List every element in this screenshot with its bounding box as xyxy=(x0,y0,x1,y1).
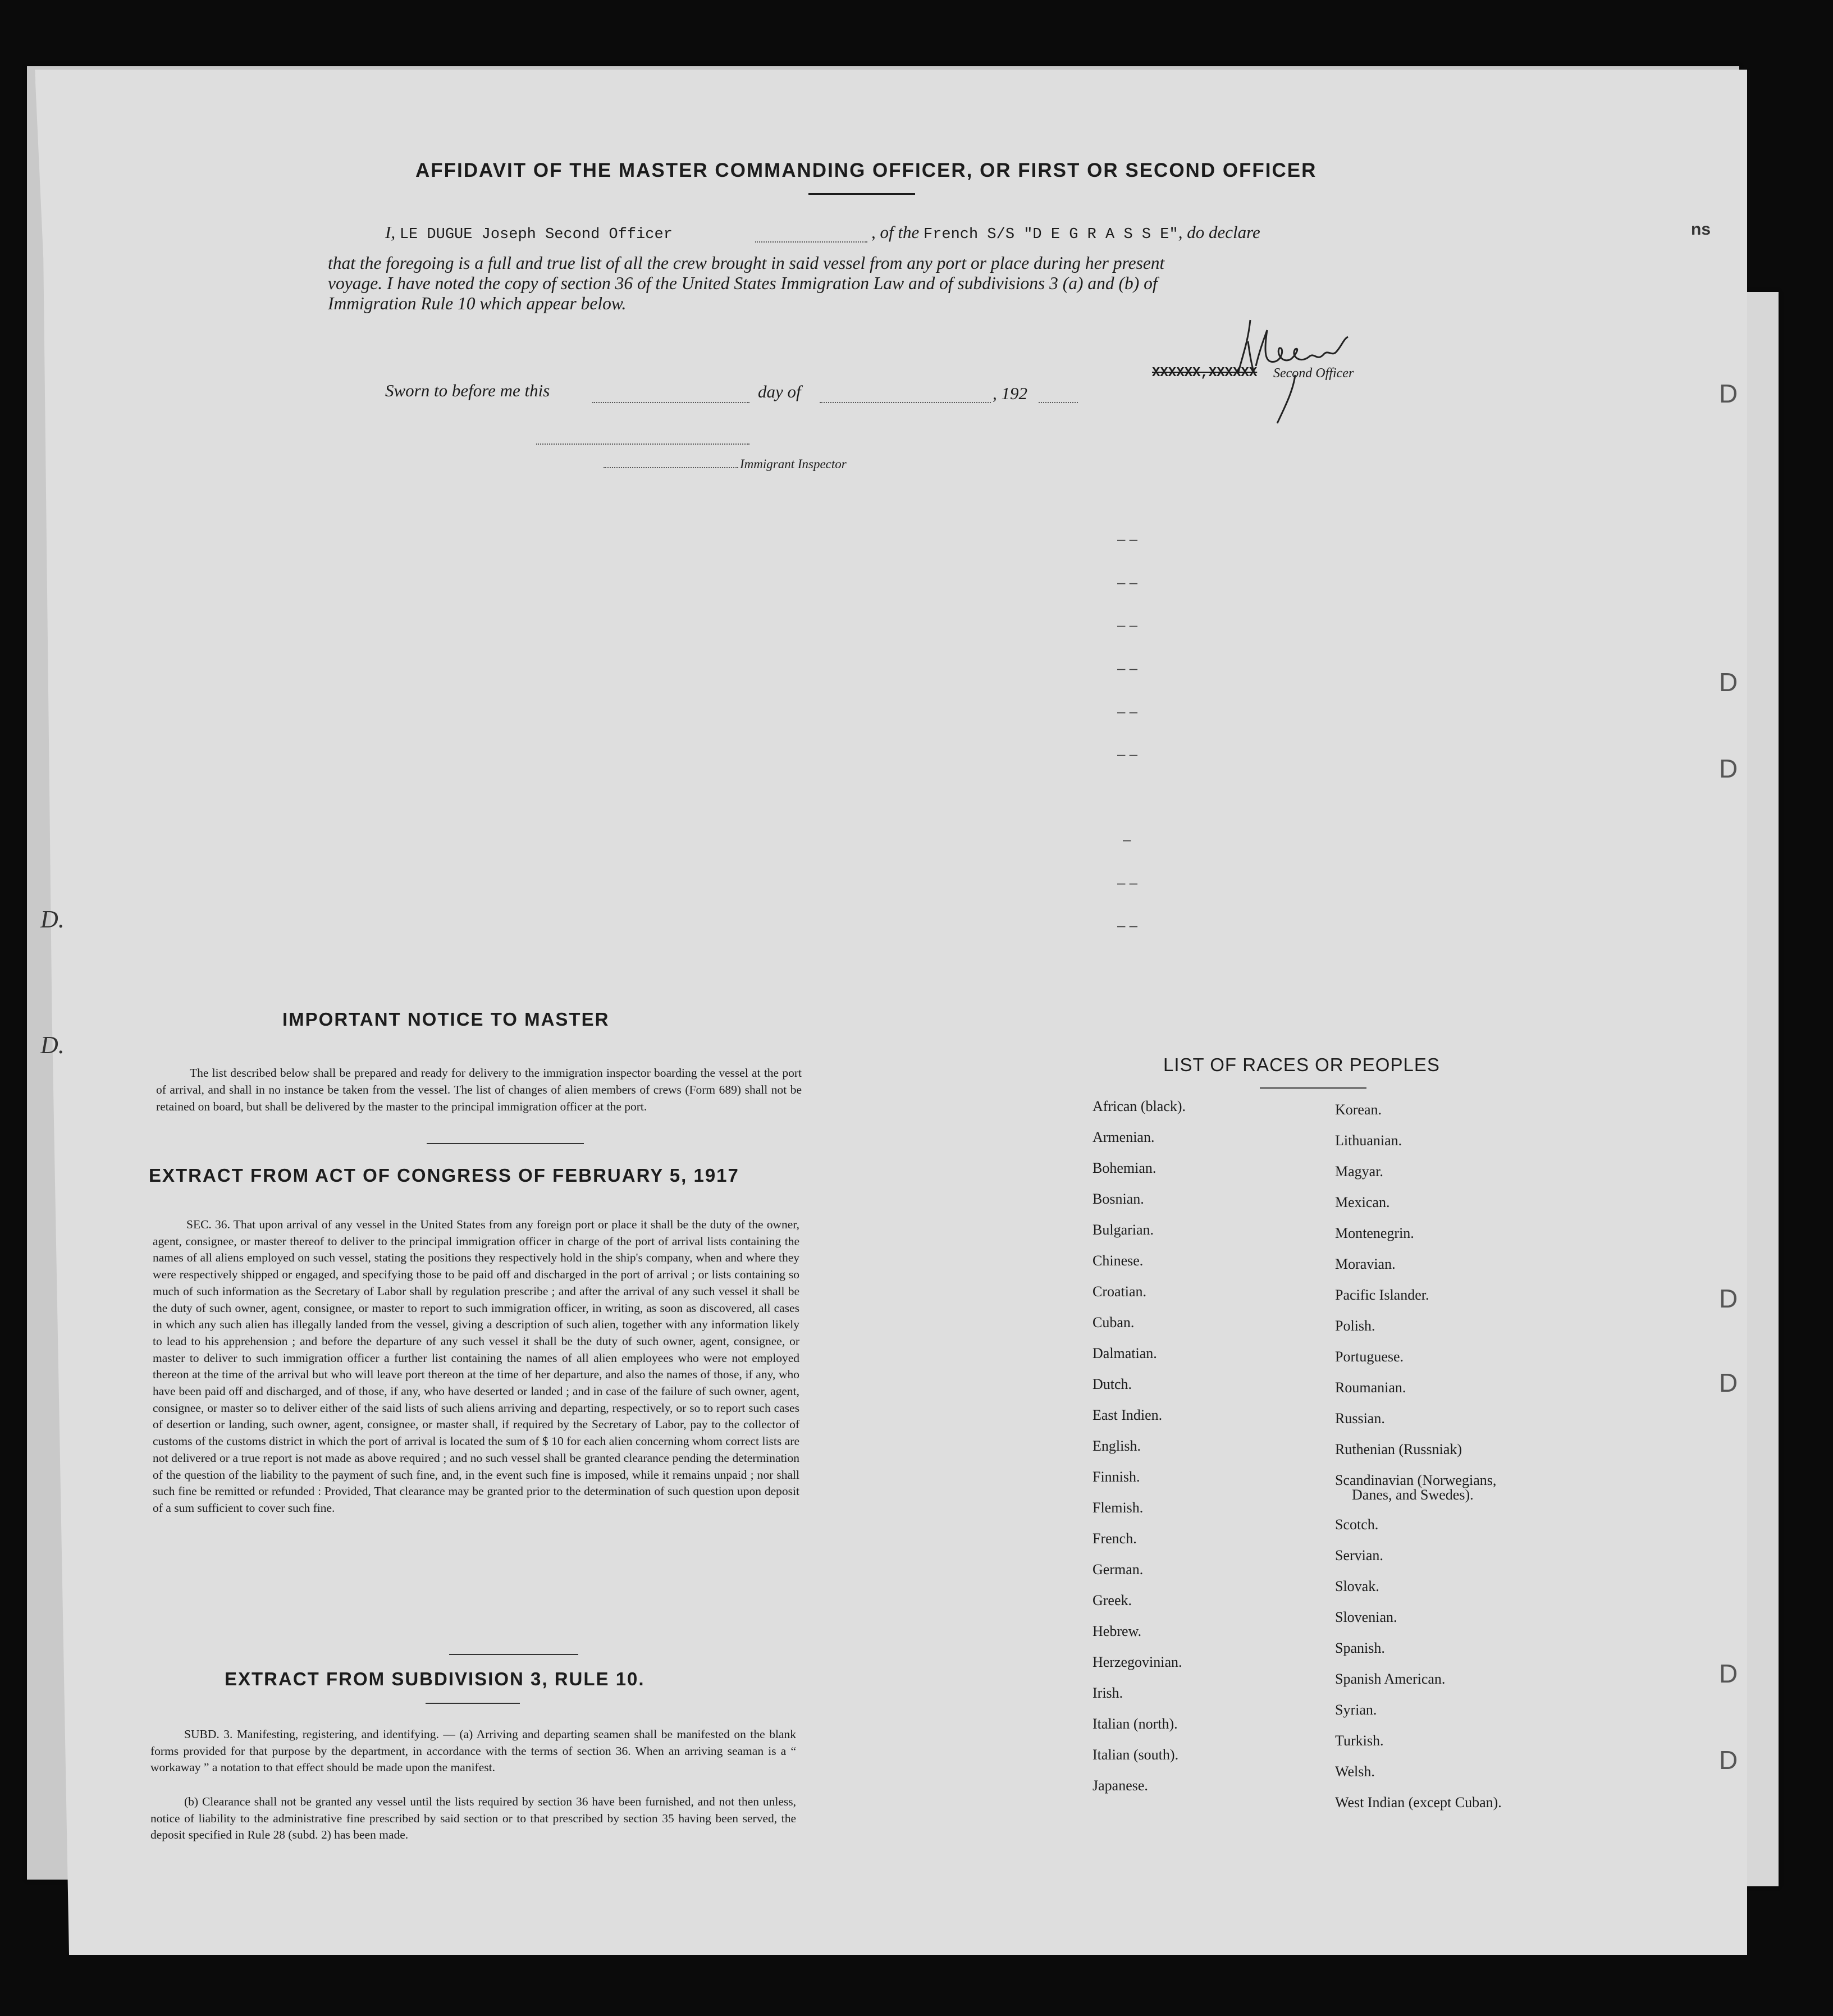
declaration-line-4: Immigration Rule 10 which appear below. xyxy=(328,294,627,313)
inspector-line xyxy=(604,467,738,468)
officer-title: Second Officer xyxy=(1273,366,1354,381)
year-text: , 192 xyxy=(993,383,1027,403)
declaration-line-3: voyage. I have noted the copy of section 36 of the United States Immigration Law and of subdivisions 3 (a) and (b) of xyxy=(328,273,1158,293)
race-item: Slovenian. xyxy=(1335,1609,1397,1625)
notice-title: IMPORTANT NOTICE TO MASTER xyxy=(282,1009,610,1030)
notice-body: The list described below shall be prepared and ready for delivery to the immigration inspector boarding the vessel at the port of arrival, and shall in no instance be taken from the vessel. The list of changes of alien members of crews (Form 689) shall not be retained on board, but shall be delivered by the master to the principal immigration officer at the port. xyxy=(156,1066,802,1113)
ditto-dash: – – xyxy=(1117,574,1138,591)
race-item: Italian (south). xyxy=(1093,1747,1179,1763)
notice-rule xyxy=(427,1143,584,1144)
race-item: Greek. xyxy=(1093,1592,1132,1608)
race-item: Pacific Islander. xyxy=(1335,1287,1429,1303)
races-title-rule xyxy=(1260,1087,1366,1089)
race-item: Finnish. xyxy=(1093,1469,1140,1485)
act-extract-title: EXTRACT FROM ACT OF CONGRESS OF FEBRUARY 5, 1917 xyxy=(149,1165,739,1186)
act-extract-body: SEC. 36. That upon arrival of any vessel in the United States from any foreign port or place it shall be the duty of the owner, agent, consignee, or master thereof to deliver to the principal immigration officer in charge of the port of arrival lists containing the names of all aliens employed on such vessel, stating the positions they respectively hold in the ship's company, when and where they were respectively shipped or engaged, and specifying those to be paid off and discharged in the port of arrival ; or lists containing so much of such information as the Secretary of Labor shall by regulation prescribe ; and after the arrival of any such vessel it shall be the duty of such owner, agent, consignee, or master to report to such immigration officer, in writing, as soon as discovered, all cases in which any such alien has illegally landed from the vessel, giving a description of such alien, together with any information likely to lead to his apprehension ; and before the departure of any such vessel it shall be the duty of such owner, agent, consignee, or master to deliver to such immigration officer a further list containing the names of all alien employees who were not employed thereon at the time of the arrival but who will leave port thereon at the time of her departure, and also the names of those, if any, who have been paid off and discharged, and of those, if any, who have deserted or landed ; and in case of the failure of such owner, agent, consignee, or master so to deliver either of the said lists of such aliens arriving and departing, respectively, or so to report such cases of desertion or landing, such owner, agent, consignee, or master shall, if required by the Secretary of Labor, pay to the collector of customs of the customs district in which the port of arrival is located the sum of $ 10 for each alien concerning whom correct lists are not delivered or a true report is not made as above required ; and no such vessel shall be granted clearance pending the determination of the question of the liability to the payment of such fine, and, in the event such fine is imposed, while it remains unpaid ; nor shall such fine be remitted or refunded : Provided, That clearance may be granted prior to the determination of such question upon deposit of a sum sufficient to cover such fine. xyxy=(153,1218,799,1515)
race-item: Mexican. xyxy=(1335,1194,1390,1210)
race-item: Slovak. xyxy=(1335,1578,1379,1594)
ditto-dash: – – xyxy=(1117,616,1138,633)
race-item: East Indien. xyxy=(1093,1407,1163,1423)
ditto-dash: – – xyxy=(1117,746,1138,762)
race-item: Armenian. xyxy=(1093,1129,1155,1145)
struck-title: XXXXXX,XXXXXX xyxy=(1152,365,1258,381)
race-item: Servian. xyxy=(1335,1547,1383,1564)
ditto-dash: – – xyxy=(1117,917,1138,934)
race-item: Scandinavian (Norwegians, xyxy=(1335,1472,1497,1488)
race-item: Moravian. xyxy=(1335,1256,1396,1272)
race-item: Irish. xyxy=(1093,1685,1123,1701)
sworn-month-line xyxy=(820,402,991,403)
race-item: Scotch. xyxy=(1335,1516,1379,1533)
rule-para-a: SUBD. 3. Manifesting, registering, and identifying. — (a) Arriving and departing seamen shall be manifested on the blank forms provided for that purpose by the department, in accordance with the terms of section 36. When an arriving seaman is a “ workaway ” a notation to that effect should be made upon the manifest. xyxy=(150,1727,796,1775)
race-item: Croatian. xyxy=(1093,1283,1147,1300)
race-item: African (black). xyxy=(1093,1098,1186,1114)
race-item: Lithuanian. xyxy=(1335,1132,1402,1149)
race-item: Japanese. xyxy=(1093,1777,1148,1794)
ditto-dash: – xyxy=(1123,831,1131,848)
of-the-text: , of the xyxy=(871,222,920,242)
sworn-year-line xyxy=(1039,402,1078,403)
declaration-line-2: that the foregoing is a full and true list of all the crew brought in said vessel from any port or place during her present xyxy=(328,253,1165,273)
race-item: Italian (north). xyxy=(1093,1716,1178,1732)
rule-para-b: (b) Clearance shall not be granted any vessel until the lists required by section 36 have been furnished, and not then unless, notice of liability to the administrative fine prescribed by said section or to that prescribed by section 35 having been served, the deposit specified in Rule 28 (subd. 2) has been made. xyxy=(150,1795,796,1842)
declaration-line-1b xyxy=(871,222,1260,243)
index-tab: D xyxy=(1719,754,1738,783)
affidavit-title: AFFIDAVIT OF THE MASTER COMMANDING OFFICER, OR FIRST OR SECOND OFFICER xyxy=(415,159,1317,181)
blank-line xyxy=(755,241,867,243)
race-item: Portuguese. xyxy=(1335,1348,1404,1365)
index-tab: D xyxy=(1719,1284,1738,1313)
edge-fragment-text: ns xyxy=(1691,220,1711,239)
index-tab: D xyxy=(1719,1659,1738,1688)
declarant-prefix: I, xyxy=(385,222,396,242)
race-item: Bosnian. xyxy=(1093,1191,1144,1207)
inspector-line-upper xyxy=(536,444,749,445)
race-item: English. xyxy=(1093,1438,1141,1454)
index-tab: D xyxy=(1719,668,1738,697)
act-rule xyxy=(449,1654,578,1655)
race-item: Ruthenian (Russniak) xyxy=(1335,1441,1462,1457)
race-item: Bulgarian. xyxy=(1093,1222,1154,1238)
sworn-text: Sworn to before me this xyxy=(385,381,550,400)
index-tab: D xyxy=(1719,1745,1738,1775)
index-tab: D xyxy=(1719,379,1738,408)
race-item: Herzegovinian. xyxy=(1093,1654,1182,1670)
ditto-dash: – – xyxy=(1117,703,1138,720)
race-item: Bohemian. xyxy=(1093,1160,1157,1176)
race-item: German. xyxy=(1093,1561,1144,1578)
race-item: Montenegrin. xyxy=(1335,1225,1414,1241)
ditto-dash: – – xyxy=(1117,531,1138,547)
races-title: LIST OF RACES OR PEOPLES xyxy=(1163,1054,1440,1075)
race-item: Russian. xyxy=(1335,1410,1385,1427)
declarant-name: LE DUGUE Joseph Second Officer xyxy=(399,226,673,243)
inspector-label: Immigrant Inspector xyxy=(740,457,847,471)
race-item: Korean. xyxy=(1335,1101,1382,1118)
race-item: Syrian. xyxy=(1335,1702,1377,1718)
do-declare-text: , do declare xyxy=(1178,222,1260,242)
left-edge-mark: D. xyxy=(40,1031,65,1059)
race-item: Welsh. xyxy=(1335,1763,1375,1780)
race-item: Polish. xyxy=(1335,1318,1375,1334)
index-tab: D xyxy=(1719,1368,1738,1397)
race-item: Spanish. xyxy=(1335,1640,1385,1656)
race-item: Danes, and Swedes). xyxy=(1352,1487,1474,1503)
day-of-text: day of xyxy=(758,382,801,401)
race-item: Roumanian. xyxy=(1335,1379,1406,1396)
ditto-dash: – – xyxy=(1117,660,1138,676)
race-item: Dalmatian. xyxy=(1093,1345,1157,1361)
declaration-line-1 xyxy=(385,222,673,243)
race-item: Flemish. xyxy=(1093,1500,1144,1516)
race-item: Hebrew. xyxy=(1093,1623,1142,1639)
vessel-name: French S/S "D E G R A S S E" xyxy=(924,226,1178,243)
title-rule xyxy=(808,193,915,195)
race-item: Magyar. xyxy=(1335,1163,1383,1180)
race-item: Cuban. xyxy=(1093,1314,1135,1331)
ditto-dash: – – xyxy=(1117,874,1138,891)
sworn-day-line xyxy=(592,402,749,403)
rule-extract-title: EXTRACT FROM SUBDIVISION 3, RULE 10. xyxy=(225,1668,645,1689)
rule-title-rule xyxy=(426,1703,520,1704)
race-item: West Indian (except Cuban). xyxy=(1335,1794,1502,1811)
race-item: French. xyxy=(1093,1530,1137,1547)
race-item: Spanish American. xyxy=(1335,1671,1446,1687)
left-edge-mark: D. xyxy=(40,906,65,933)
race-item: Chinese. xyxy=(1093,1252,1144,1269)
race-item: Dutch. xyxy=(1093,1376,1132,1392)
race-item: Turkish. xyxy=(1335,1732,1384,1749)
